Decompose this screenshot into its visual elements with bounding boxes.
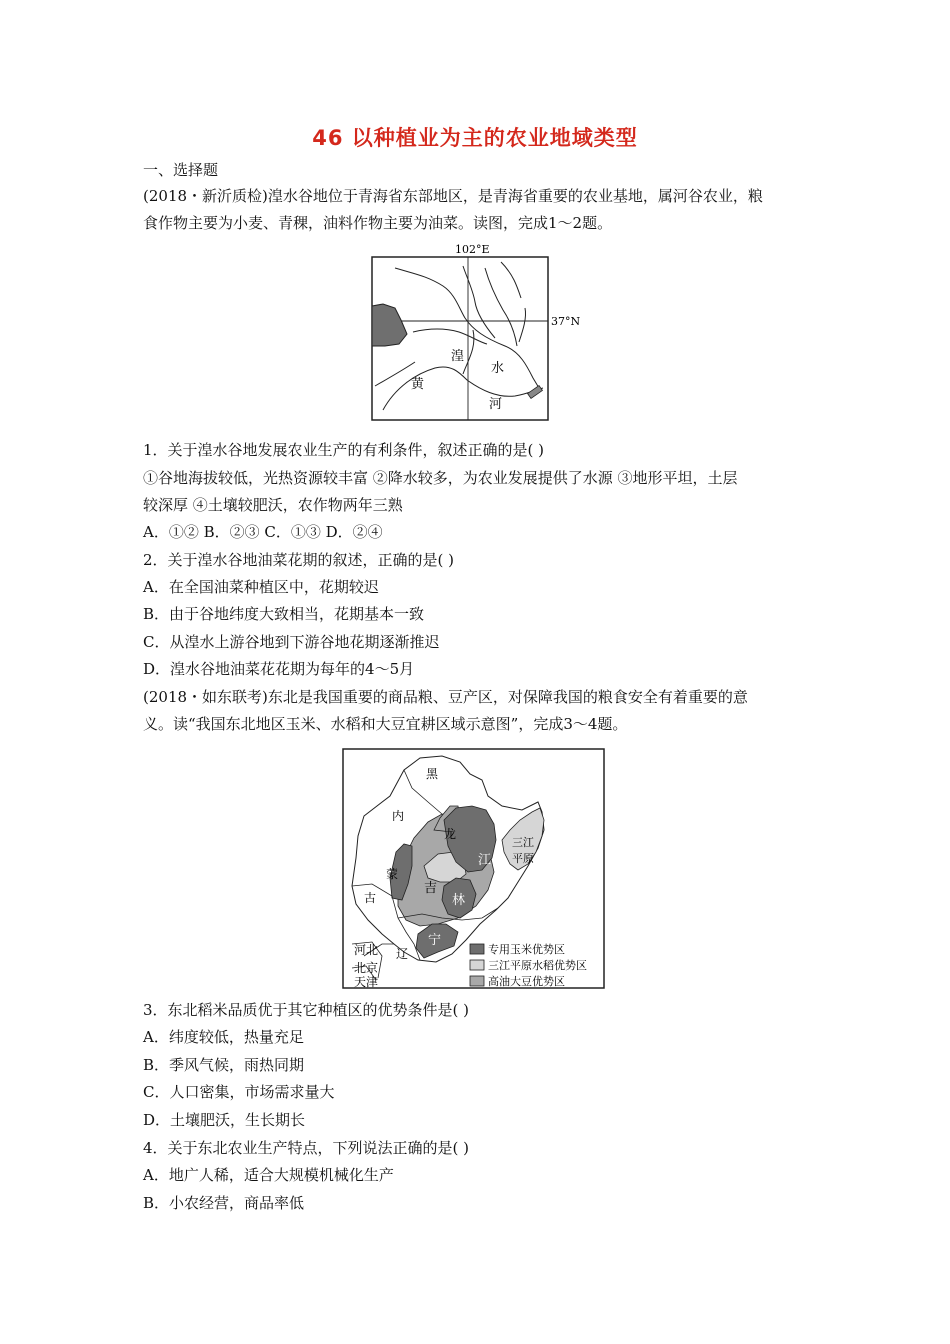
map2-label-ji: 吉 [424, 881, 438, 896]
legend-soy-label: 高油大豆优势区 [488, 975, 565, 988]
map1-lat-label: 37°N [551, 315, 581, 328]
q2-option-d: D．湟水谷地油菜花花期为每年的4～5月 [143, 660, 415, 678]
intro2-line1: (2018・如东联考)东北是我国重要的商品粮、豆产区，对保障我国的粮食安全有着重要的意 [143, 688, 748, 706]
q3-option-d: D．土壤肥沃，生长期长 [143, 1111, 306, 1129]
q1-stem: 1．关于湟水谷地发展农业生产的有利条件，叙述正确的是( ) [143, 441, 545, 459]
legend-corn-label: 专用玉米优势区 [488, 943, 565, 956]
map2-label-hei: 黑 [426, 767, 439, 781]
map2-label-gu: 古 [364, 891, 377, 905]
northeast-map [342, 748, 607, 991]
map2-label-sanjiang: 三江 [512, 836, 534, 849]
q2-stem: 2．关于湟水谷地油菜花期的叙述，正确的是( ) [143, 551, 455, 569]
q2-option-a: A．在全国油菜种植区中，花期较迟 [143, 578, 379, 596]
legend-soy-swatch [470, 976, 484, 986]
q3-option-b: B．季风气候，雨热同期 [143, 1056, 305, 1074]
map2-label-pingyuan: 平原 [512, 852, 534, 865]
q1-statements-line2: 较深厚 ④土壤较肥沃，农作物两年三熟 [143, 496, 403, 514]
q2-option-b: B．由于谷地纬度大致相当，花期基本一致 [143, 605, 425, 623]
map2-label-meng: 蒙 [386, 867, 399, 881]
map2-label-ning: 宁 [428, 933, 442, 948]
map2-label-lin: 林 [452, 893, 466, 908]
page-title: 46 以种植业为主的农业地域类型 [312, 126, 638, 150]
q3-stem: 3．东北稻米品质优于其它种植区的优势条件是( ) [143, 1001, 470, 1019]
map2-label-long: 龙 [444, 827, 457, 841]
map2-label-liao: 辽 [396, 947, 409, 961]
q3-option-a: A．纬度较低，热量充足 [143, 1028, 304, 1046]
huangshui-map [355, 238, 595, 428]
q4-stem: 4．关于东北农业生产特点，下列说法正确的是( ) [143, 1139, 470, 1157]
intro2-line2: 义。读“我国东北地区玉米、水稻和大豆宜耕区域示意图”，完成3～4题。 [143, 715, 628, 733]
map2-label-beijing: 北京 [354, 961, 379, 975]
map2-label-hebei: 河北 [354, 943, 379, 957]
intro1-line2: 食作物主要为小麦、青稞，油料作物主要为油菜。读图，完成1～2题。 [143, 214, 613, 232]
map1-lon-label: 102°E [455, 243, 490, 256]
map1-label-river: 河 [489, 397, 503, 412]
map2-label-nei: 内 [392, 809, 405, 823]
legend-rice-label: 三江平原水稻优势区 [488, 959, 587, 972]
map1-label-huang: 湟 [451, 349, 465, 364]
map1-label-yellow: 黄 [411, 377, 425, 392]
q2-option-c: C．从湟水上游谷地到下游谷地花期逐渐推迟 [143, 633, 440, 651]
map2-label-jiang: 江 [478, 853, 492, 868]
q3-option-c: C．人口密集，市场需求量大 [143, 1083, 335, 1101]
q1-options: A．①② B．②③ C．①③ D．②④ [143, 523, 383, 541]
section-heading: 一、选择题 [143, 161, 219, 179]
q1-statements-line1: ①谷地海拔较低，光热资源较丰富 ②降水较多，为农业发展提供了水源 ③地形平坦，土层 [143, 469, 738, 487]
map2-label-tianjin: 天津 [354, 975, 379, 989]
map1-label-shui: 水 [491, 361, 505, 376]
q4-option-b: B．小农经营，商品率低 [143, 1194, 305, 1212]
q4-option-a: A．地广人稀，适合大规模机械化生产 [143, 1166, 394, 1184]
legend-corn-swatch [470, 944, 484, 954]
intro1-line1: (2018・新沂质检)湟水谷地位于青海省东部地区，是青海省重要的农业基地，属河谷农业，粮 [143, 187, 763, 205]
legend-rice-swatch [470, 960, 484, 970]
